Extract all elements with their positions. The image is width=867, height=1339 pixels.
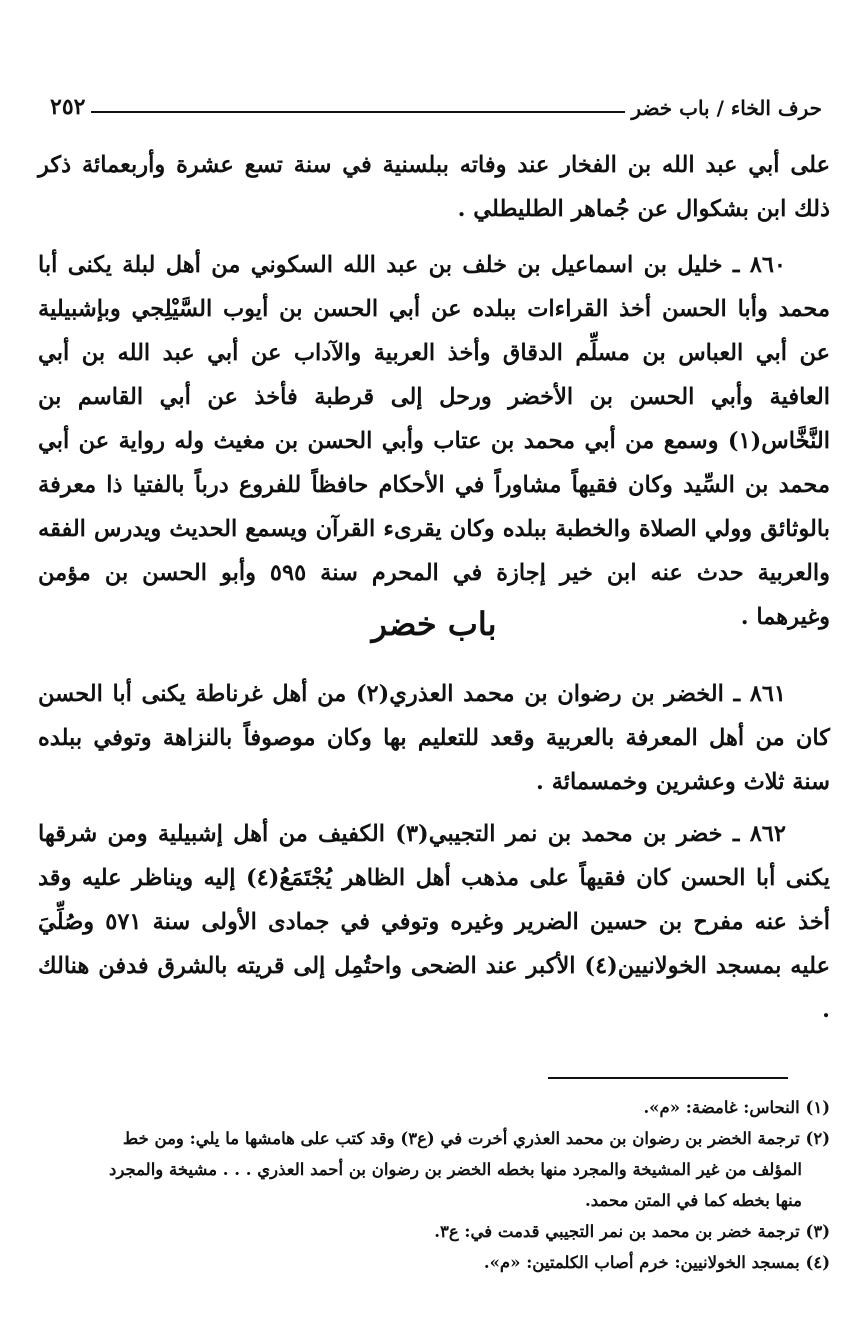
- entry-860: ٨٦٠ ـ خليل بن اسماعيل بن خلف بن عبد الله السكوني من أهل لبلة يكنى أبا محمد وأبا الحسن أخذ القراءات ببلده عن أبي الحسن بن أيوب السَّيْلِجي وبإشبيلية عن أبي العباس بن مسلِّم الدقاق وأخذ العربية والآداب عن أبي عبد الله بن أبي العافية وأبي الحسن بن الأخضر ورحل إلى قرطبة فأخذ عن أبي القاسم بن النَّخَّاس(١) وسمع من أبي محمد بن عتاب وأبي الحسن بن مغيث وله رواية عن أبي محمد بن السِّيد وكان فقيهاً مشاوراً في الأحكام حافظاً للفروع درباً بالفتيا ذا معرفة بالوثائق وولي الصلاة والخطبة ببلده وكان يقرىء القرآن ويسمع الحديث ويدرس الفقه والعربية حدث عنه ابن خير إجازة في المحرم سنة ٥٩٥ وأبو الحسن بن مؤمن وغيرهما .: [38, 252, 830, 630]
- footnote-2-continuation: المؤلف من غير المشيخة والمجرد منها بخطه الخضر بن رضوان بن أحمد العذري . . . مشيخة والمجرد: [109, 1160, 802, 1179]
- running-title: حرف الخاء / باب خضر: [631, 96, 822, 120]
- footnote-2: (٢) ترجمة الخضر بن رضوان بن محمد العذري أخرت في (ع٣) وقد كتب على هامشها ما يلي: ومن خط: [122, 1129, 830, 1148]
- footnote-2-continuation-end: منها بخطه كما في المتن محمد.: [585, 1191, 802, 1210]
- section-heading: باب خضر: [371, 605, 497, 643]
- paragraph-continuation: على أبي عبد الله بن الفخار عند وفاته ببلسنية في سنة تسع عشرة وأربعمائة ذكر ذلك ابن بشكوال عن جُماهر الطليطلي .: [38, 152, 830, 222]
- footnote-4: (٤) بمسجد الخولانيين: خرم أصاب الكلمتين: «م».: [483, 1253, 830, 1272]
- entry-861: ٨٦١ ـ الخضر بن رضوان بن محمد العذري(٢) من أهل غرناطة يكنى أبا الحسن كان من أهل المعرفة بالعربية وقعد للتعليم بها وكان موصوفاً بالنزاهة وتوفي ببلده سنة ثلاث وعشرين وخمسمائة .: [38, 681, 830, 795]
- footnote-divider: [548, 1077, 788, 1079]
- header-rule: [91, 111, 625, 113]
- footnote-3: (٣) ترجمة خضر بن محمد بن نمر التجيبي قدمت في: ع٣.: [434, 1222, 830, 1241]
- page-header: [38, 86, 830, 120]
- entry-862: ٨٦٢ ـ خضر بن محمد بن نمر التجيبي(٣) الكفيف من أهل إشبيلية ومن شرقها يكنى أبا الحسن كان فقيهاً على مذهب أهل الظاهر يُجْتَمَعُ(٤) إليه ويناظر عليه وقد أخذ عنه مفرح بن حسين الضرير وغيره وتوفي في جمادى الأولى سنة ٥٧١ وصُلِّيَ عليه بمسجد الخولانيين(٤) الأكبر عند الضحى واحتُمِل إلى قريته بالشرق فدفن هنالك .: [38, 821, 830, 1023]
- footnotes: [38, 1092, 830, 1278]
- page-number: ٢٥٢: [50, 94, 86, 120]
- footnote-1: (١) النحاس: غامضة: «م».: [643, 1098, 830, 1117]
